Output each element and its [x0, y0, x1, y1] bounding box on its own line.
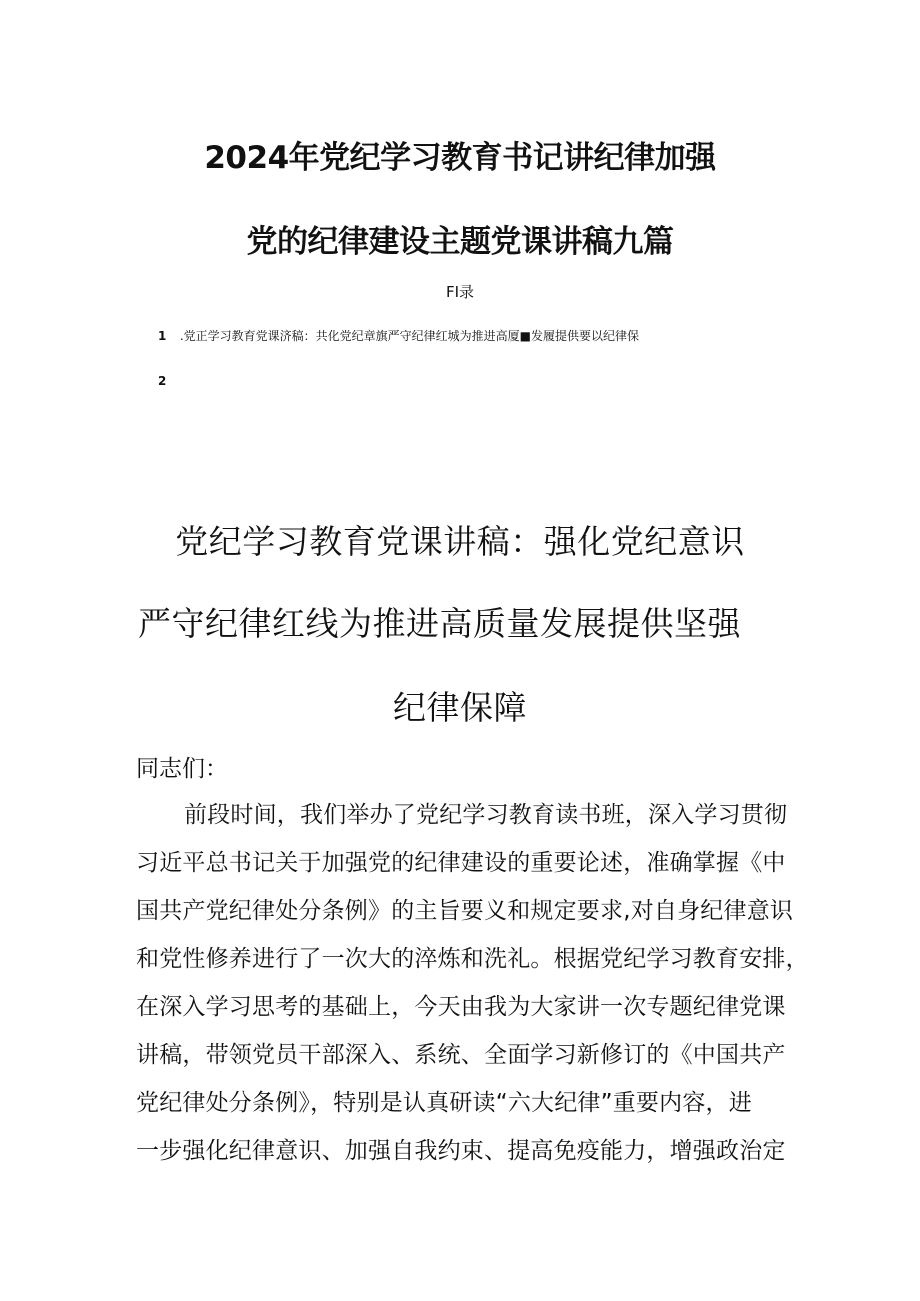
toc-entry[interactable]: [158, 372, 180, 390]
body-line: 国共产党纪律处分条例》的主旨要义和规定要求,对自身纪律意识: [136, 898, 794, 924]
toc-entry-number: 2: [158, 374, 167, 388]
section-title-line-3: 纪律保障: [393, 688, 527, 727]
body-line: 前段时间，我们举办了党纪学习教育读书班，深入学习贯彻: [184, 802, 788, 828]
section-title-line-2: 严守纪律红线为推进高质量发展提供坚强: [138, 604, 741, 643]
greeting: 同志们：: [136, 756, 228, 782]
toc-entry-number: 1: [158, 329, 167, 343]
toc-entry[interactable]: [158, 327, 639, 345]
document-title-line-1: 2024年党纪学习教育书记讲纪律加强: [204, 140, 716, 176]
body-line: 党纪律处分条例》，特别是认真研读“六大纪律”重要内容，进: [136, 1090, 752, 1116]
toc-entry-text: .党正学习教育党课济稿：共化党纪章旗严守纪律红城为推进高厦■发履提供要以纪律保: [179, 329, 639, 343]
body-line: 习近平总书记关于加强党的纪律建设的重要论述，准确掌握《中: [136, 850, 786, 876]
body-line: 讲稿，带领党员干部深入、系统、全面学习新修订的《中国共产: [136, 1042, 786, 1068]
body-line: 一步强化纪律意识、加强自我约束、提高免疫能力，增强政治定: [136, 1138, 786, 1164]
document-title-line-2: 党的纪律建设主题党课讲稿九篇: [246, 224, 674, 260]
toc-heading: FI录: [445, 283, 475, 301]
body-line: 和党性修养进行了一次大的淬炼和洗礼。根据党纪学习教育安排，: [136, 946, 809, 972]
section-title-line-1: 党纪学习教育党课讲稿：强化党纪意识: [175, 522, 745, 561]
body-line: 在深入学习思考的基础上，今天由我为大家讲一次专题纪律党课: [136, 994, 786, 1020]
